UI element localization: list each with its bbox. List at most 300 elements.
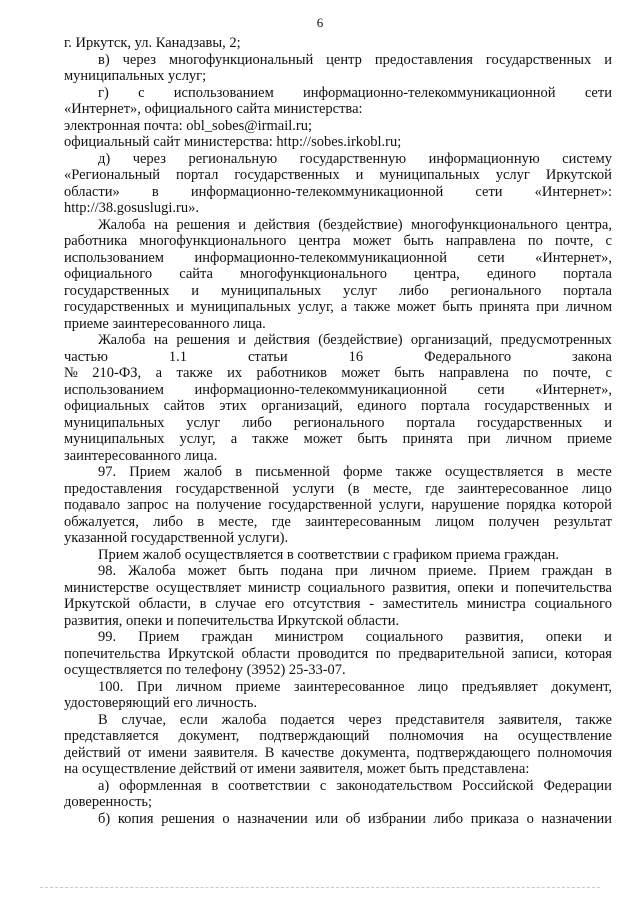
text-word: может	[341, 365, 380, 381]
text-word: опеки	[545, 629, 583, 645]
text-word: копия	[117, 810, 154, 827]
text-word: региональную	[188, 150, 278, 167]
text-line	[64, 712, 612, 729]
text-word: а	[340, 299, 348, 315]
text-word: попечительства	[64, 645, 161, 662]
text-word: личном	[505, 431, 552, 447]
text-word: при	[467, 431, 491, 447]
text-line	[64, 167, 612, 184]
text-word: д)	[98, 150, 111, 167]
text-word: Прием жалоб осуществляется в соответствии с графиком приема граждан.	[98, 546, 560, 563]
text-word: в)	[98, 51, 110, 68]
text-word: приказа	[470, 810, 519, 827]
text-word: действия	[254, 332, 310, 348]
text-word: и	[604, 398, 612, 414]
text-word: либо	[433, 810, 464, 827]
text-word: а	[155, 365, 163, 381]
text-word: развития,	[392, 579, 451, 596]
text-word: нарушение	[431, 497, 500, 513]
text-word: заместитель	[382, 596, 459, 612]
text-word: организаций,	[410, 332, 493, 348]
text-word: почте,	[552, 365, 592, 381]
text-word: http://38.gosuslugi.ru».	[64, 200, 199, 216]
text-line	[64, 794, 612, 811]
text-word: предъявляет	[461, 678, 538, 695]
text-line	[64, 431, 612, 448]
text-word: записи,	[512, 645, 558, 662]
text-word: Жалоба	[98, 216, 146, 233]
text-word: получен	[488, 513, 540, 530]
text-line	[64, 415, 612, 432]
text-word: центра,	[414, 266, 460, 282]
text-word: удостоверяющий его личность.	[64, 695, 257, 711]
text-word: б)	[98, 810, 111, 827]
text-word: быть	[442, 299, 473, 315]
text-word: обжалуется,	[64, 513, 139, 530]
text-word: многофункциональный	[168, 51, 314, 68]
text-line	[64, 85, 612, 102]
text-word: организаций,	[261, 398, 343, 414]
text-word: отсутствия	[292, 596, 361, 612]
text-word: полномочия	[537, 744, 612, 761]
text-line	[64, 629, 612, 646]
text-word: граждан	[201, 629, 253, 645]
text-word: портала	[421, 398, 470, 414]
text-word: или	[315, 810, 339, 827]
text-word: социального	[365, 629, 444, 645]
text-word: (бездействие)	[318, 332, 403, 348]
text-word: Иркутской	[545, 167, 612, 183]
text-word: информационно-телекоммуникационной	[194, 249, 447, 266]
text-word: также	[176, 365, 213, 381]
text-word: центра,	[566, 216, 612, 233]
text-word: сети	[477, 381, 505, 398]
text-word: с	[319, 777, 327, 794]
text-word: портала	[563, 266, 612, 282]
text-word: и	[604, 414, 612, 431]
text-word: информационно-телекоммуникационной	[190, 183, 444, 200]
text-word: осуществление	[517, 728, 612, 744]
text-word: может	[187, 563, 227, 579]
text-word: сайтов	[163, 398, 205, 414]
text-line	[64, 299, 612, 316]
text-word: на	[153, 332, 169, 348]
text-word: министра	[466, 596, 526, 612]
text-word: заинтересованное	[457, 480, 569, 497]
text-word: использованием	[173, 84, 274, 101]
text-word: официальных	[64, 398, 150, 414]
text-word: документа,	[341, 744, 410, 761]
text-word: портал	[175, 167, 219, 183]
text-word: случае	[215, 596, 257, 612]
text-line	[64, 52, 612, 69]
text-word: государственной	[268, 497, 372, 513]
text-line	[64, 233, 612, 250]
text-word: также	[575, 711, 612, 728]
text-word: жалоб	[183, 464, 223, 480]
text-word: муниципальных	[64, 431, 165, 447]
text-word: по	[527, 233, 543, 249]
text-word: социального	[307, 579, 386, 596]
text-word: решения	[176, 332, 230, 348]
text-word: государственную	[299, 150, 407, 167]
text-word: регионального	[293, 414, 385, 431]
text-word: (бездействие)	[318, 216, 403, 233]
text-word: 210-ФЗ,	[92, 365, 142, 381]
text-word: подавало	[64, 497, 121, 513]
text-line	[64, 398, 612, 415]
text-line	[64, 200, 612, 217]
text-word: и	[176, 299, 184, 315]
text-word: качестве	[281, 744, 335, 761]
text-word: «Интернет», официального сайта министерства:	[64, 101, 363, 117]
text-line	[64, 547, 612, 564]
text-word: через	[348, 711, 382, 728]
text-word: может	[303, 431, 343, 447]
text-word: на осуществление действий от имени заявителя, может быть представлена:	[64, 761, 530, 777]
text-word: приеме	[235, 678, 281, 695]
text-word: запрос	[127, 497, 169, 513]
page-bottom-rule	[40, 887, 600, 888]
text-word: -	[369, 596, 375, 612]
text-word: 1.1	[168, 348, 188, 365]
text-line	[64, 530, 612, 547]
text-word: единого	[486, 266, 537, 282]
text-word: муниципальных	[64, 414, 165, 431]
text-word: министром	[274, 629, 344, 645]
text-word: 98.	[98, 563, 117, 579]
text-line	[64, 613, 612, 630]
text-line	[64, 118, 612, 135]
text-word: получение	[196, 497, 262, 513]
text-word: сети	[475, 183, 503, 200]
text-line	[64, 283, 612, 300]
text-line	[64, 695, 612, 712]
text-word: соответствии	[228, 777, 311, 794]
text-word: работника	[64, 233, 128, 249]
text-word: услуги	[292, 480, 335, 497]
text-word: портала	[563, 282, 612, 299]
text-line	[64, 68, 612, 85]
text-word: и	[500, 579, 509, 596]
text-word: документ,	[178, 728, 240, 744]
text-word: может	[396, 299, 436, 315]
text-word: Жалоба	[128, 563, 176, 579]
text-word: имени	[148, 744, 187, 761]
text-word: заинтересованным	[305, 513, 421, 530]
text-word: лицом	[435, 513, 475, 530]
text-word: государственных	[477, 414, 583, 431]
text-word: В	[264, 744, 275, 761]
text-word: Федерального	[424, 348, 512, 365]
text-word: частью	[64, 348, 108, 365]
text-word: информационную	[428, 150, 540, 167]
text-line	[64, 151, 612, 168]
text-word: и	[238, 216, 246, 233]
text-word: использованием	[64, 381, 164, 398]
text-line	[64, 349, 612, 366]
text-word: заинтересованное	[293, 678, 405, 695]
text-word: направлена	[445, 233, 516, 249]
text-word: о	[526, 810, 534, 827]
text-word: также	[353, 299, 391, 315]
text-word: доверенность;	[64, 794, 153, 810]
text-word: в	[197, 513, 205, 530]
text-word: в	[199, 596, 207, 612]
text-word: муниципальных	[190, 299, 292, 315]
text-word: где	[271, 513, 291, 530]
text-word: о	[222, 810, 230, 827]
text-word: которая	[564, 645, 612, 662]
text-word: использованием	[64, 249, 164, 266]
text-line	[64, 596, 612, 613]
text-word: принята	[402, 431, 453, 447]
text-word: и	[604, 629, 612, 645]
text-word: Прием	[129, 464, 171, 480]
text-word: муниципальных	[220, 282, 322, 299]
text-word: предоставления	[64, 480, 163, 497]
text-word: области,	[138, 596, 191, 612]
text-word: на	[175, 497, 190, 513]
text-word: государственных	[64, 282, 170, 299]
text-word: осуществляется по телефону (3952) 25-33-07.	[64, 662, 346, 678]
text-word: и	[604, 51, 612, 68]
text-word: услуг	[343, 282, 378, 299]
text-word: информационно-телекоммуникационной	[303, 84, 556, 101]
text-word: сети	[477, 249, 505, 266]
text-line	[64, 316, 612, 333]
text-word: которой	[562, 497, 612, 513]
text-word: проводится	[297, 645, 369, 662]
text-word: муниципальных	[379, 167, 480, 183]
text-word: оформленная	[119, 777, 202, 794]
text-word: представителя	[395, 711, 485, 728]
text-word: услуг	[186, 414, 221, 431]
text-word: министр	[248, 579, 301, 596]
text-word: информационно-телекоммуникационной	[194, 381, 447, 398]
text-word: систему	[562, 150, 612, 167]
text-word: регионального	[450, 282, 542, 299]
text-word: почте,	[555, 233, 594, 249]
text-word: заявителя,	[498, 711, 562, 728]
text-word: если	[179, 711, 208, 728]
text-word: опеки	[457, 579, 494, 596]
text-word: также	[395, 464, 432, 480]
text-word: осуществляет	[155, 579, 242, 596]
text-word: где	[425, 480, 445, 497]
text-word: его	[264, 596, 285, 612]
text-word: этих	[219, 398, 247, 414]
text-line	[64, 811, 612, 828]
text-word: Российской	[462, 777, 534, 794]
text-word: «Региональный	[64, 167, 160, 183]
text-word: либо	[242, 414, 272, 431]
text-word: многофункционального	[410, 216, 558, 233]
text-word: назначении	[237, 810, 308, 827]
text-word: форме	[343, 464, 383, 480]
text-word: государственных	[64, 299, 170, 315]
text-word: личном	[565, 299, 612, 315]
text-word: услуги,	[378, 497, 425, 513]
text-word: решения	[176, 216, 230, 233]
text-word: назначении	[541, 810, 612, 827]
text-word: с	[138, 84, 145, 101]
text-line	[64, 778, 612, 795]
text-word: может	[352, 233, 392, 249]
text-line	[64, 134, 612, 151]
text-word: государственных	[484, 398, 590, 414]
text-word: 16	[348, 348, 364, 365]
text-word: действия	[254, 216, 310, 233]
text-word: социального	[534, 596, 612, 612]
text-line	[64, 365, 612, 382]
text-word: либо	[399, 282, 429, 299]
text-word: лицо	[418, 678, 449, 695]
text-word: г)	[98, 84, 109, 101]
text-word: центр	[326, 51, 362, 68]
text-word: в	[556, 464, 564, 480]
text-word: Иркутской	[64, 596, 131, 612]
text-word: осуществляется	[445, 464, 544, 480]
text-word: граждан	[541, 563, 594, 579]
text-word: письменной	[255, 464, 330, 480]
text-word: месте,	[372, 480, 412, 497]
text-word: подается	[280, 711, 335, 728]
text-word: официальный сайт министерства: http://sobes.irkobl.ru;	[64, 134, 402, 150]
text-line	[64, 448, 612, 465]
text-word: случае,	[121, 711, 167, 728]
text-line	[64, 679, 612, 696]
text-word: работников	[256, 365, 327, 381]
text-word: развития, опеки и попечительства Иркутской области.	[64, 612, 400, 629]
text-word: решения	[161, 810, 215, 827]
text-word: по	[375, 645, 391, 662]
text-word: предоставления	[374, 51, 473, 68]
text-word: Федерации	[543, 777, 612, 794]
text-word: «Интернет»,	[535, 381, 612, 398]
text-word: в	[605, 563, 612, 579]
text-word: направлена	[438, 365, 509, 381]
text-word: законодательством	[336, 777, 453, 794]
text-word: государственных	[485, 51, 592, 68]
text-word: результат	[553, 513, 612, 530]
text-word: и	[238, 332, 246, 348]
text-word: «Интернет»:	[534, 183, 612, 200]
text-word: через	[122, 51, 156, 68]
text-word: месте	[576, 464, 612, 480]
text-word: Жалоба	[98, 332, 146, 348]
text-word: в	[151, 183, 159, 200]
text-word: по	[523, 365, 539, 381]
text-word: г. Иркутск, ул. Канадзавы, 2;	[64, 35, 241, 51]
text-word: Иркутской	[167, 645, 235, 662]
text-line	[64, 217, 612, 234]
text-word: многофункционального	[139, 233, 287, 249]
text-word: При	[136, 678, 163, 695]
text-word: через	[132, 150, 167, 167]
text-word: попечительства	[515, 579, 612, 596]
text-word: подтверждающий	[259, 728, 370, 744]
text-word: от	[127, 744, 142, 761]
text-word: личном	[369, 563, 417, 579]
text-word: Прием	[488, 563, 530, 579]
text-word: с	[605, 365, 612, 381]
text-word: быть	[238, 563, 269, 579]
text-word: и	[191, 282, 199, 299]
text-word: предварительной	[398, 645, 505, 662]
text-word: области»	[64, 183, 120, 200]
text-line	[64, 728, 612, 745]
text-word: на	[153, 216, 169, 233]
text-word: порядка	[506, 497, 556, 513]
text-line	[64, 250, 612, 267]
text-line	[64, 382, 612, 399]
text-word: государственных	[234, 167, 340, 183]
text-word: быть	[357, 431, 388, 447]
text-word: действий	[64, 744, 121, 761]
text-line	[64, 761, 612, 778]
text-line	[64, 646, 612, 663]
text-word: при	[536, 299, 560, 315]
text-word: личном	[175, 678, 223, 695]
text-word: об	[345, 810, 361, 827]
text-word: подтверждающего	[416, 744, 531, 761]
text-word: в	[211, 777, 219, 794]
text-line	[64, 184, 612, 201]
text-word: Прием	[138, 629, 180, 645]
text-word: с	[605, 233, 612, 249]
text-word: «Интернет»,	[535, 249, 612, 266]
text-word: полномочия	[389, 728, 464, 744]
text-word: приеме заинтересованного лица.	[64, 315, 266, 332]
text-line	[64, 745, 612, 762]
text-word: официального	[64, 266, 153, 282]
text-word: сети	[584, 84, 612, 101]
text-line	[64, 481, 612, 498]
document-body	[64, 35, 612, 827]
text-word: (в	[347, 480, 360, 497]
text-word: в	[235, 464, 243, 480]
text-word: подана	[280, 563, 324, 579]
text-word: развития,	[465, 629, 524, 645]
text-word: 100.	[98, 678, 124, 695]
text-word: заявителя.	[193, 744, 258, 761]
text-word: закона	[572, 348, 612, 365]
text-line	[64, 580, 612, 597]
text-word: единого	[357, 398, 407, 414]
text-word: быть	[394, 365, 425, 381]
text-word: сайта	[179, 266, 213, 282]
text-word: также	[252, 431, 289, 447]
text-word: а)	[98, 777, 110, 794]
text-word: принята	[479, 299, 530, 315]
text-word: быть	[403, 233, 434, 249]
text-word: В	[98, 711, 108, 728]
text-word: государственной	[175, 480, 279, 497]
text-word: их	[227, 365, 243, 381]
text-line	[64, 101, 612, 118]
text-word: 99.	[98, 629, 117, 645]
text-line	[64, 464, 612, 481]
text-word: либо	[153, 513, 183, 530]
text-word: указанной государственной услуги).	[64, 530, 289, 546]
text-word: предусмотренных	[500, 332, 612, 348]
text-line	[64, 563, 612, 580]
text-word: приеме.	[428, 563, 477, 579]
text-line	[64, 332, 612, 349]
text-word: портала	[406, 414, 456, 431]
text-word: многофункционального	[240, 266, 387, 282]
